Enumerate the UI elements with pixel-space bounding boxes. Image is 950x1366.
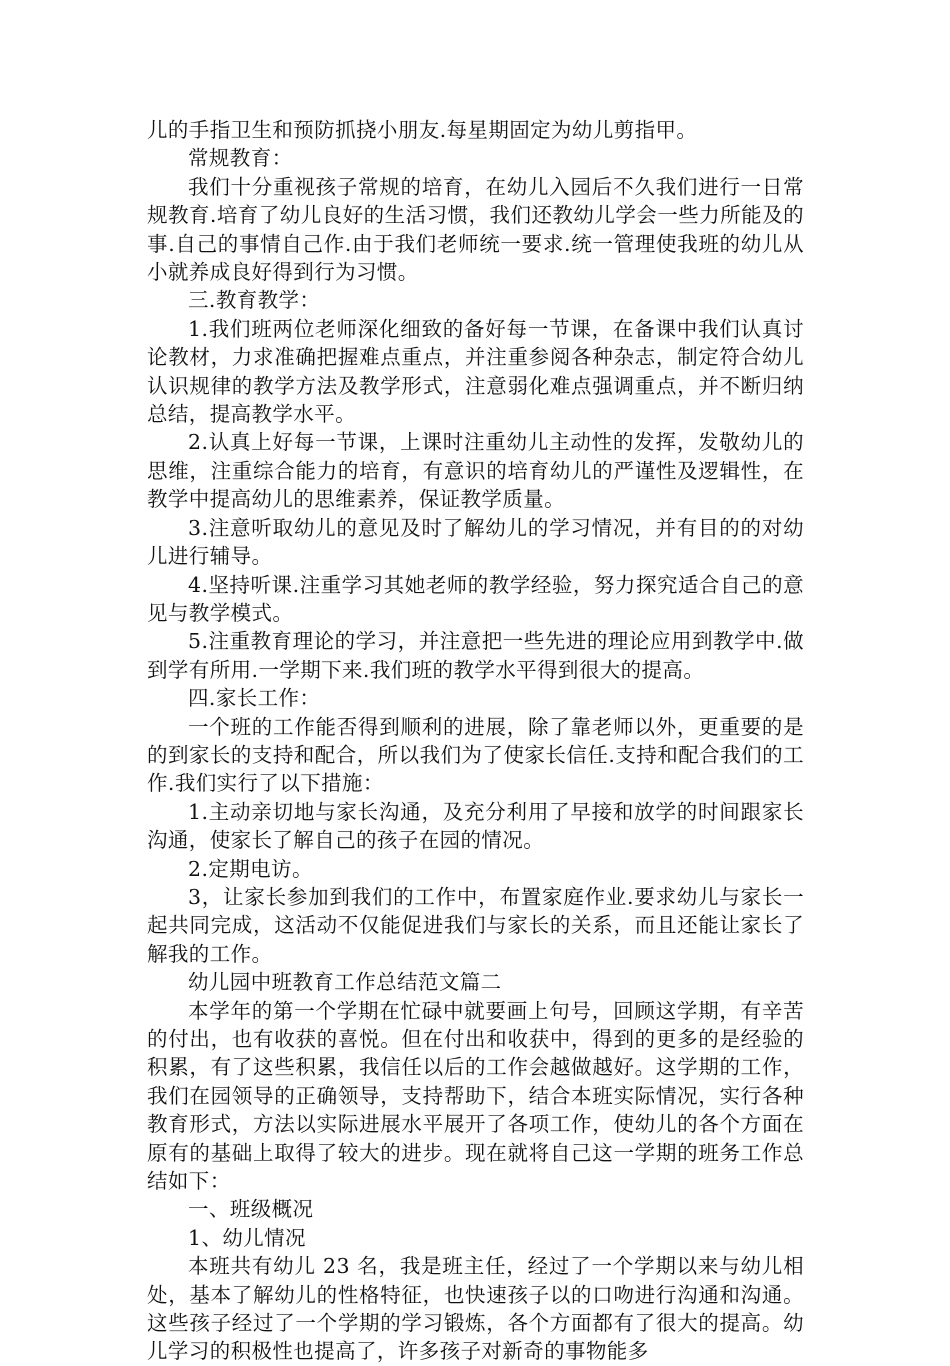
- paragraph-continued: 儿的手指卫生和预防抓挠小朋友.每星期固定为幼儿剪指甲。: [147, 118, 698, 142]
- heading-routine-education: 常规教育：: [188, 146, 293, 171]
- heading-class-overview: 一、班级概况: [188, 1197, 314, 1222]
- paragraph-teaching-1: 1.我们班两位老师深化细致的备好每一节课，在备课中我们认真讨论教材，力求准确把握难点重点，并注重参阅各种杂志，制定符合幼儿认识规律的教学方法及教学形式，注意弱化难点强调重点，并不断归纳总结，提高教学水平。: [147, 316, 804, 427]
- paragraph-semester-intro: 本学年的第一个学期在忙碌中就要画上句号，回顾这学期，有辛苦的付出，也有收获的喜悦。但在付出和收获中，得到的更多的是经验的积累，有了这些积累，我信任以后的工作会越做越好。这学期的工作，我们在园领导的正确领导，支持帮助下，结合本班实际情况，实行各种教育形式，方法以实际进展水平展开了各项工作，使幼儿的各个方面在原有的基础上取得了较大的进步。现在就将自己这一学期的班务工作总结如下：: [147, 998, 804, 1194]
- paragraph-parent-2: 2.定期电访。: [188, 856, 313, 881]
- heading-children-situation: 1、幼儿情况: [188, 1225, 306, 1250]
- paragraph-teaching-2: 2.认真上好每一节课，上课时注重幼儿主动性的发挥，发敬幼儿的思维，注重综合能力的培育，有意识的培育幼儿的严谨性及逻辑性，在教学中提高幼儿的思维素养，保证教学质量。: [147, 430, 804, 512]
- paragraph-children-situation: 本班共有幼儿 23 名，我是班主任，经过了一个学期以来与幼儿相处，基本了解幼儿的性格特征，也快速孩子以的口吻进行沟通和沟通。这些孩子经过了一个学期的学习锻炼，各个方面都有了很大的提高。幼儿学习的积极性也提高了，许多孩子对新奇的事物能多: [147, 1254, 804, 1364]
- paragraph-teaching-3: 3.注意听取幼儿的意见及时了解幼儿的学习情况，并有目的的对幼儿进行辅导。: [147, 515, 804, 569]
- heading-article-two: 幼儿园中班教育工作总结范文篇二: [188, 970, 502, 995]
- document-page: [147, 116, 804, 1366]
- paragraph-parent-3: 3，让家长参加到我们的工作中，布置家庭作业.要求幼儿与家长一起共同完成，这活动不仅能促进我们与家长的关系，而且还能让家长了解我的工作。: [147, 884, 804, 966]
- paragraph-teaching-4: 4.坚持听课.注重学习其她老师的教学经验，努力探究适合自己的意见与教学模式。: [147, 572, 804, 625]
- paragraph-parent-intro: 一个班的工作能否得到顺利的进展，除了靠老师以外，更重要的是的到家长的支持和配合，所以我们为了使家长信任.支持和配合我们的工作.我们实行了以下措施：: [147, 714, 804, 796]
- paragraph-routine: 我们十分重视孩子常规的培育，在幼儿入园后不久我们进行一日常规教育.培育了幼儿良好的生活习惯，我们还教幼儿学会一些力所能及的事.自己的事情自己作.由于我们老师统一要求.统一管理使我班的幼儿从小就养成良好得到行为习惯。: [147, 174, 804, 285]
- paragraph-parent-1: 1.主动亲切地与家长沟通，及充分利用了早接和放学的时间跟家长沟通，使家长了解自己的孩子在园的情况。: [147, 799, 804, 853]
- paragraph-teaching-5: 5.注重教育理论的学习，并注意把一些先进的理论应用到教学中.做到学有所用.一学期下来.我们班的教学水平得到很大的提高。: [147, 629, 804, 682]
- heading-parent-work: 四.家长工作：: [188, 686, 321, 711]
- heading-teaching: 三.教育教学：: [188, 288, 321, 313]
